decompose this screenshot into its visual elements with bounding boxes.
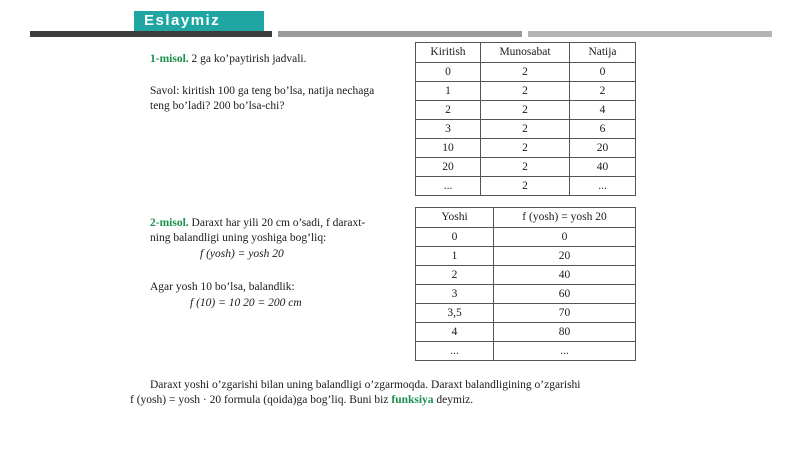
table-cell: 70 <box>494 304 636 323</box>
table-row <box>416 120 636 139</box>
table-cell: 0 <box>494 228 636 247</box>
summary-line2-end: deymiz. <box>433 394 474 406</box>
summary-line1: Daraxt yoshi o’zgarishi bilan uning balandligi o’zgarmoqda. Daraxt balandligining o’zgarishi <box>150 379 581 391</box>
table-cell: 0 <box>416 63 481 82</box>
column-header: f (yosh) = yosh 20 <box>494 208 636 228</box>
multiplication-table <box>415 42 636 196</box>
table-cell: ... <box>570 177 636 196</box>
table-cell: 3 <box>416 120 481 139</box>
table-cell: 2 <box>481 82 570 101</box>
table-cell: 3,5 <box>416 304 494 323</box>
summary-keyword: funksiya <box>391 394 434 406</box>
table-cell: 80 <box>494 323 636 342</box>
table-cell: 2 <box>570 82 636 101</box>
tree-height-table <box>415 207 636 361</box>
table-cell: 2 <box>416 101 481 120</box>
table-cell: 0 <box>416 228 494 247</box>
example2-calculation: f (10) = 10 20 = 200 cm <box>190 297 302 309</box>
table-row <box>416 247 636 266</box>
table-row <box>416 304 636 323</box>
table-cell: 6 <box>570 120 636 139</box>
table-row <box>416 63 636 82</box>
table-row <box>416 101 636 120</box>
header-bar-medium <box>278 31 522 37</box>
example1-question-line2: teng bo’ladi? 200 bo’lsa-chi? <box>150 100 285 112</box>
column-header: Natija <box>570 43 636 63</box>
column-header: Munosabat <box>481 43 570 63</box>
example1-label: 1-misol. <box>150 53 189 65</box>
table-cell: 10 <box>416 139 481 158</box>
table-row <box>416 323 636 342</box>
example2-formula: f (yosh) = yosh 20 <box>200 248 284 260</box>
table-row <box>416 342 636 361</box>
summary-line2 <box>130 393 790 408</box>
example2-line1 <box>150 216 365 231</box>
table-row <box>416 82 636 101</box>
table-cell: 20 <box>494 247 636 266</box>
table-header-row <box>416 208 636 228</box>
column-header: Yoshi <box>416 208 494 228</box>
example2-label: 2-misol. <box>150 217 189 229</box>
table-row <box>416 158 636 177</box>
table-cell: 2 <box>416 266 494 285</box>
header-bar-dark <box>30 31 272 37</box>
table-cell: 1 <box>416 247 494 266</box>
table-cell: 40 <box>494 266 636 285</box>
table-cell: 60 <box>494 285 636 304</box>
table-cell: ... <box>416 342 494 361</box>
section-tab: Eslaymiz <box>134 11 264 31</box>
header-bar-light <box>528 31 772 37</box>
table-cell: 4 <box>570 101 636 120</box>
table-cell: 2 <box>481 101 570 120</box>
example1-title-text: 2 ga ko’paytirish jadvali. <box>188 53 307 65</box>
table-cell: 2 <box>481 158 570 177</box>
table-cell: 3 <box>416 285 494 304</box>
example1-title <box>150 52 307 67</box>
summary-line2-start: f (yosh) = yosh · 20 formula (qoida)ga bog’liq. Buni biz <box>130 394 392 406</box>
summary-paragraph <box>130 378 790 408</box>
table-row <box>416 266 636 285</box>
table-cell: 2 <box>481 177 570 196</box>
table-row <box>416 177 636 196</box>
table-cell: ... <box>494 342 636 361</box>
example1-question-line1: Savol: kiritish 100 ga teng bo’lsa, natija nechaga <box>150 85 375 97</box>
table-cell: 2 <box>481 120 570 139</box>
table-header-row <box>416 43 636 63</box>
table-cell: 2 <box>481 63 570 82</box>
example2-line1-text: Daraxt har yili 20 cm o’sadi, f daraxt- <box>188 217 366 229</box>
table-cell: ... <box>416 177 481 196</box>
example2-if-line: Agar yosh 10 bo’lsa, balandlik: <box>150 281 295 293</box>
table-cell: 0 <box>570 63 636 82</box>
column-header: Kiritish <box>416 43 481 63</box>
table-cell: 4 <box>416 323 494 342</box>
example2-text <box>150 216 365 246</box>
table-cell: 20 <box>570 139 636 158</box>
table-row <box>416 139 636 158</box>
table-cell: 1 <box>416 82 481 101</box>
table-cell: 20 <box>416 158 481 177</box>
table-cell: 2 <box>481 139 570 158</box>
example2-line2: ning balandligi uning yoshiga bog’liq: <box>150 232 327 244</box>
table-row <box>416 228 636 247</box>
example1-question <box>150 84 374 114</box>
table-row <box>416 285 636 304</box>
table-cell: 40 <box>570 158 636 177</box>
